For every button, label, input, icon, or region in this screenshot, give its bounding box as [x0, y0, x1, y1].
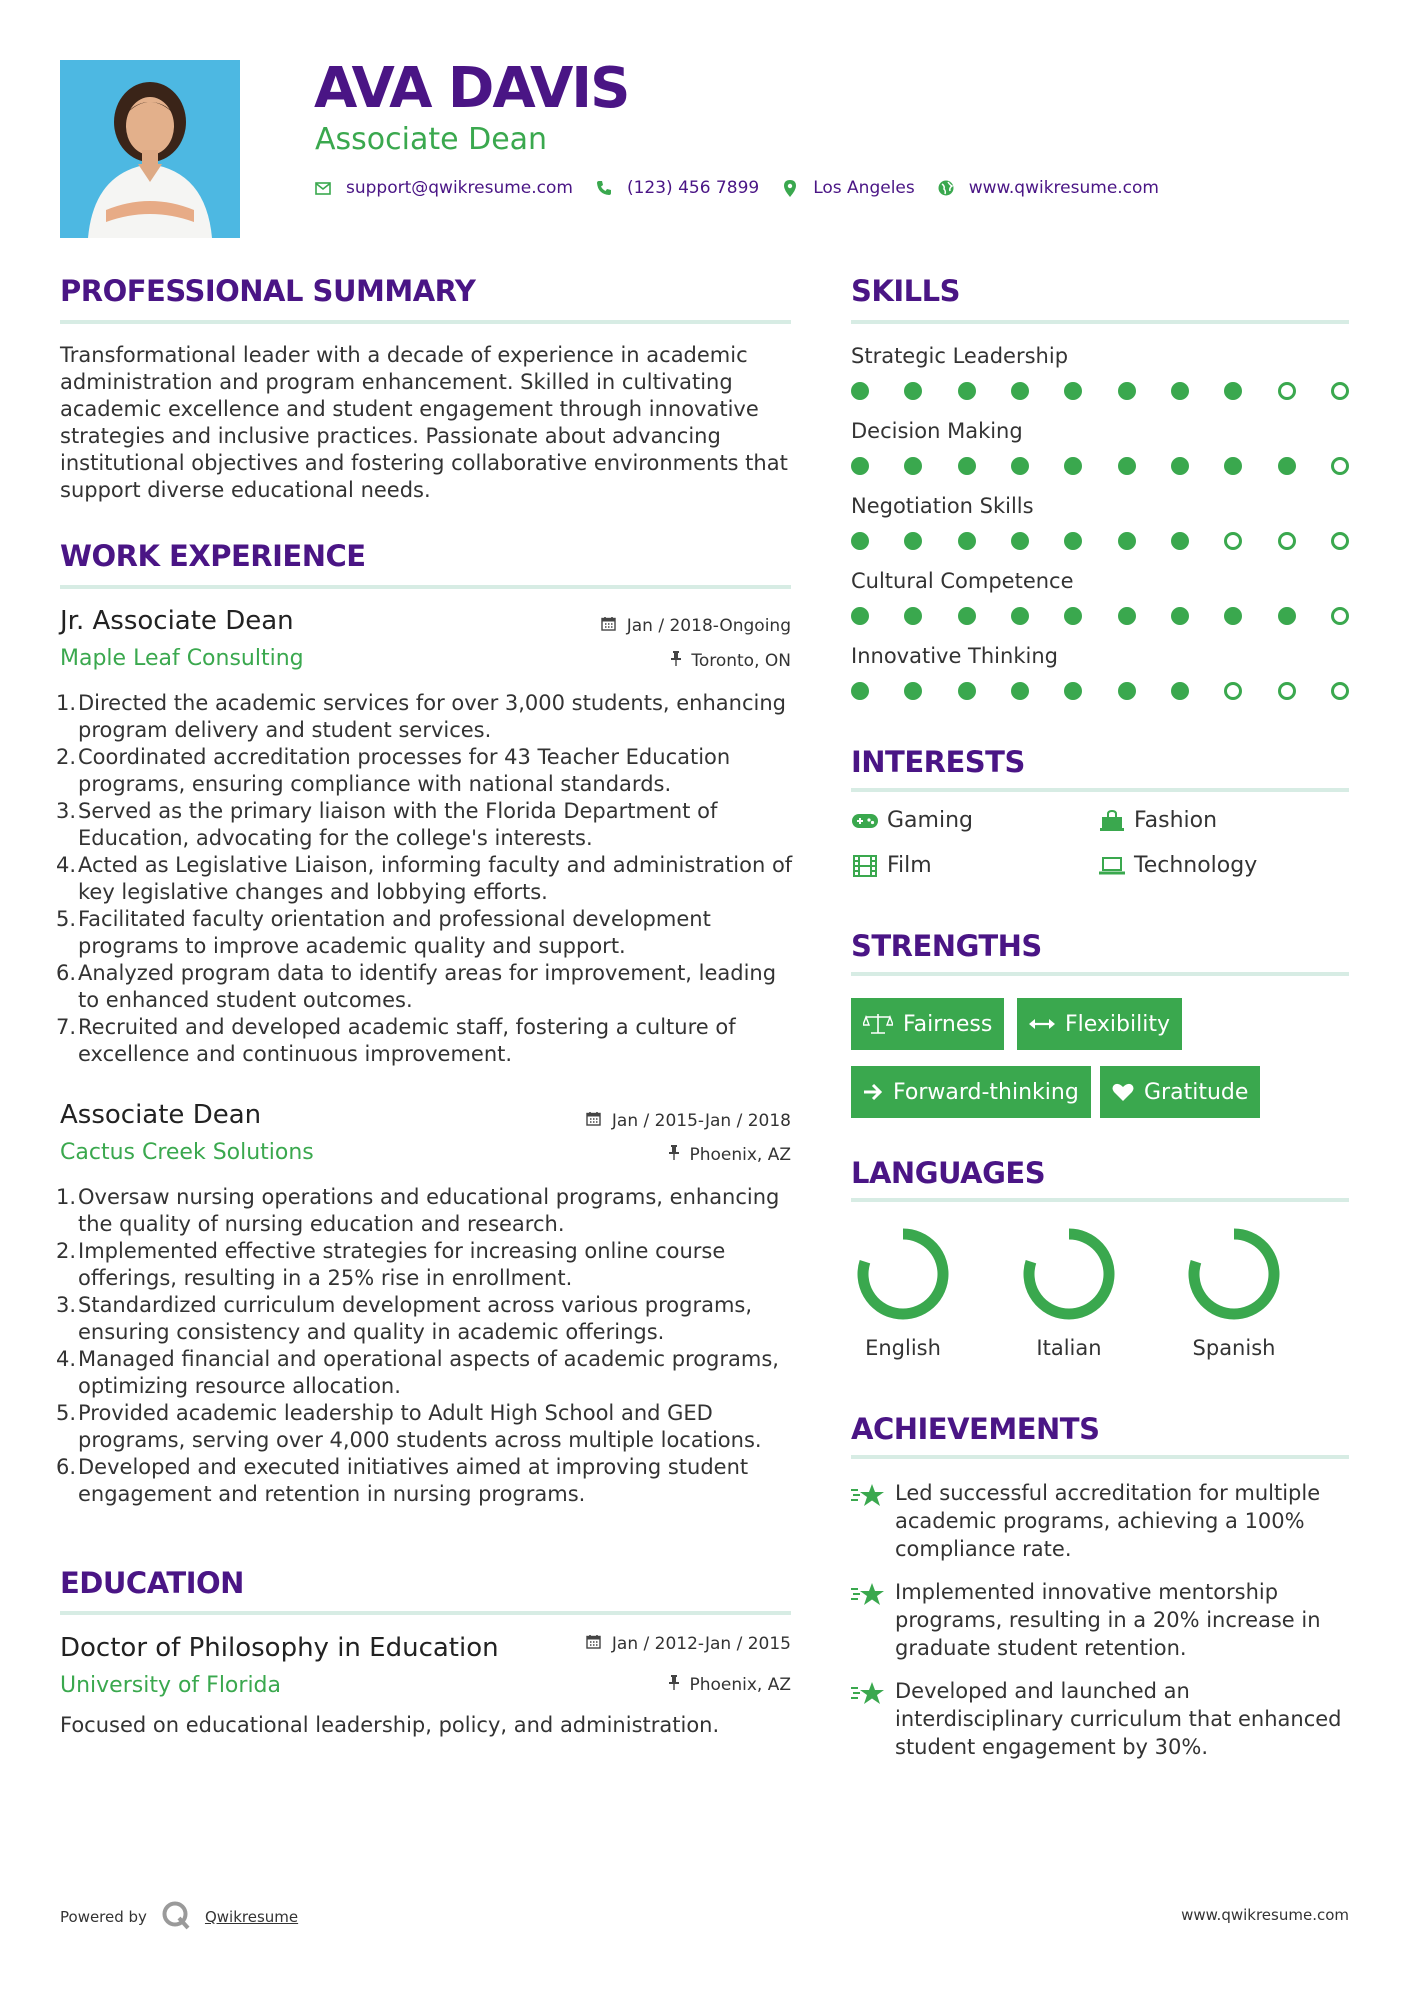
- skill-name: Negotiation Skills: [851, 494, 1034, 518]
- strength-label: Fairness: [903, 1011, 993, 1037]
- job-title: Jr. Associate Dean: [60, 606, 294, 636]
- skill-dot-filled: [904, 457, 922, 475]
- job-responsibilities: [56, 690, 795, 1068]
- languages-heading: LANGUAGES: [851, 1156, 1046, 1190]
- skill-dot-filled: [1064, 607, 1082, 625]
- star-icon: [851, 1677, 895, 1761]
- skill-dot-filled: [904, 682, 922, 700]
- education-heading: EDUCATION: [60, 1566, 244, 1600]
- strength-chip: [1100, 1066, 1260, 1118]
- contact-bar: [314, 178, 1181, 198]
- interest-item: [851, 808, 973, 833]
- summary-heading: PROFESSIONAL SUMMARY: [60, 274, 476, 308]
- contact-website[interactable]: www.qwikresume.com: [968, 178, 1159, 198]
- balance-scale-icon: [863, 1013, 893, 1035]
- calendar-icon: [601, 617, 621, 635]
- strength-chip: [1017, 998, 1182, 1050]
- heart-icon: [1112, 1082, 1134, 1102]
- language-item: [843, 1226, 963, 1360]
- achievement-text: Implemented innovative mentorship programs, resulting in a 20% increase in graduate student retention.: [895, 1580, 1321, 1660]
- education-description: Focused on educational leadership, policy, and administration.: [60, 1713, 720, 1737]
- shopping-bag-icon: [1098, 810, 1126, 832]
- list-item: 7. Recruited and developed academic staff, fostering a culture of excellence and continuous improvement.: [56, 1015, 736, 1066]
- education-divider: [60, 1611, 791, 1615]
- job-responsibilities: [56, 1184, 795, 1508]
- contact-email[interactable]: support@qwikresume.com: [346, 178, 573, 198]
- list-item: 6. Analyzed program data to identify areas for improvement, leading to enhanced student outcomes.: [56, 961, 777, 1012]
- list-item: 5. Provided academic leadership to Adult High School and GED programs, serving over 4,000 students across multiple locations.: [56, 1401, 762, 1452]
- job-dates-text: Jan / 2018-Ongoing: [626, 616, 791, 636]
- education-dates-text: Jan / 2012-Jan / 2015: [611, 1634, 791, 1654]
- skill-dot-filled: [1224, 382, 1242, 400]
- education-dates: [586, 1634, 791, 1654]
- interests-divider: [851, 788, 1349, 792]
- profile-photo: [60, 60, 240, 238]
- list-item: 1. Oversaw nursing operations and educational programs, enhancing the quality of nursing education and research.: [56, 1185, 780, 1236]
- experience-heading: WORK EXPERIENCE: [60, 539, 366, 573]
- skill-dot-filled: [1011, 532, 1029, 550]
- skill-dot-empty: [1224, 682, 1242, 700]
- job-title: Associate Dean: [60, 1100, 262, 1130]
- strength-label: Flexibility: [1065, 1011, 1170, 1037]
- language-name: Spanish: [1192, 1336, 1276, 1360]
- degree-title: Doctor of Philosophy in Education: [60, 1633, 499, 1663]
- star-icon: [851, 1578, 895, 1662]
- arrow-right-icon: [863, 1083, 883, 1101]
- skill-dot-empty: [1224, 532, 1242, 550]
- qwikresume-logo-icon: [161, 1900, 191, 1934]
- skill-dot-filled: [1064, 382, 1082, 400]
- skill-dot-filled: [904, 532, 922, 550]
- languages-divider: [851, 1198, 1349, 1202]
- skill-dot-empty: [1331, 682, 1349, 700]
- skill-dot-filled: [1278, 607, 1296, 625]
- globe-icon: [937, 180, 955, 196]
- language-gauge-arc: [1029, 1234, 1109, 1314]
- gamepad-icon: [851, 814, 879, 828]
- skill-dot-filled: [851, 382, 869, 400]
- language-gauge: [1186, 1226, 1282, 1322]
- skill-dot-filled: [1224, 607, 1242, 625]
- calendar-icon: [586, 1112, 606, 1130]
- skill-dot-filled: [1118, 382, 1136, 400]
- skill-dot-filled: [1171, 532, 1189, 550]
- skill-rating: [851, 606, 1349, 626]
- achievements-divider: [851, 1455, 1349, 1459]
- job-location-text: Toronto, ON: [691, 651, 791, 671]
- list-item: 4. Managed financial and operational aspects of academic programs, optimizing resource allocation.: [56, 1347, 779, 1398]
- job-company: Maple Leaf Consulting: [60, 646, 304, 671]
- skill-name: Cultural Competence: [851, 569, 1074, 593]
- achievement-item: [851, 1578, 1351, 1662]
- list-item: 2. Coordinated accreditation processes for 43 Teacher Education programs, ensuring compliance with national standards.: [56, 745, 731, 796]
- job-location: [669, 1145, 791, 1165]
- language-item: [1009, 1226, 1129, 1360]
- skill-dot-empty: [1331, 457, 1349, 475]
- film-icon: [851, 855, 879, 877]
- job-dates: [601, 616, 791, 636]
- footer-powered-by: [60, 1900, 298, 1934]
- skill-dot-filled: [851, 457, 869, 475]
- language-name: Italian: [1036, 1336, 1102, 1360]
- skill-dot-filled: [1064, 682, 1082, 700]
- achievement-item: [851, 1479, 1351, 1563]
- strengths-heading: STRENGTHS: [851, 929, 1042, 963]
- language-gauge-arc: [1194, 1234, 1274, 1314]
- calendar-icon: [586, 1635, 606, 1653]
- strength-label: Forward-thinking: [893, 1079, 1079, 1105]
- language-gauge: [1021, 1226, 1117, 1322]
- interest-item: [1098, 853, 1257, 878]
- list-item: 4. Acted as Legislative Liaison, informing faculty and administration of key legislative changes and lobbying efforts.: [56, 853, 793, 904]
- footer-website[interactable]: www.qwikresume.com: [1181, 1906, 1349, 1924]
- strength-label: Gratitude: [1144, 1079, 1249, 1105]
- skill-dot-empty: [1331, 382, 1349, 400]
- skills-divider: [851, 320, 1349, 324]
- language-name: English: [865, 1336, 941, 1360]
- skill-dot-filled: [1278, 457, 1296, 475]
- list-item: 2. Implemented effective strategies for increasing online course offerings, resulting in a 25% rise in enrollment.: [56, 1239, 726, 1290]
- contact-phone[interactable]: (123) 456 7899: [626, 178, 760, 198]
- skill-dot-filled: [1064, 457, 1082, 475]
- summary-text: Transformational leader with a decade of experience in academic administration and program enhancement. Skilled in cultivating academic excellence and student engagement through innovative strategies and inclusive practices. Passionate about advancing institutional objectives and fostering collaborative environments that support diverse educational needs.: [60, 343, 788, 502]
- skill-dot-filled: [851, 682, 869, 700]
- language-item: [1174, 1226, 1294, 1360]
- skill-dot-filled: [904, 607, 922, 625]
- skill-dot-filled: [851, 607, 869, 625]
- achievement-item: [851, 1677, 1351, 1761]
- skill-dot-filled: [1064, 532, 1082, 550]
- skill-dot-filled: [1118, 607, 1136, 625]
- skill-dot-filled: [958, 382, 976, 400]
- contact-location: Los Angeles: [813, 178, 915, 198]
- interest-item: [851, 853, 932, 878]
- skill-dot-empty: [1278, 682, 1296, 700]
- skill-name: Decision Making: [851, 419, 1023, 443]
- skill-dot-filled: [1171, 457, 1189, 475]
- skill-rating: [851, 681, 1349, 701]
- skill-dot-filled: [1011, 682, 1029, 700]
- star-icon: [851, 1479, 895, 1563]
- skill-dot-empty: [1278, 382, 1296, 400]
- laptop-icon: [1098, 856, 1126, 876]
- candidate-name: AVA DAVIS: [314, 56, 629, 121]
- skill-dot-filled: [1118, 457, 1136, 475]
- job-location-text: Phoenix, AZ: [689, 1145, 791, 1165]
- arrows-horizontal-icon: [1029, 1017, 1055, 1031]
- job-location: [671, 651, 791, 671]
- skill-dot-filled: [958, 532, 976, 550]
- skill-dot-filled: [1011, 607, 1029, 625]
- skill-rating: [851, 381, 1349, 401]
- map-marker-icon: [781, 180, 799, 197]
- skill-dot-filled: [958, 682, 976, 700]
- skill-dot-empty: [1331, 532, 1349, 550]
- skill-dot-filled: [1224, 457, 1242, 475]
- skill-rating: [851, 456, 1349, 476]
- list-item: 5. Facilitated faculty orientation and professional development programs to improve academic quality and support.: [56, 907, 711, 958]
- achievement-text: Developed and launched an interdisciplinary curriculum that enhanced student engagement by 30%.: [895, 1679, 1342, 1759]
- job-dates: [586, 1111, 791, 1131]
- skill-dot-filled: [904, 382, 922, 400]
- profile-photo-illustration: [60, 60, 240, 238]
- list-item: 3. Served as the primary liaison with the Florida Department of Education, advocating for the college's interests.: [56, 799, 718, 850]
- skill-dot-filled: [1118, 532, 1136, 550]
- pushpin-icon: [669, 1146, 684, 1164]
- job-company: Cactus Creek Solutions: [60, 1140, 314, 1165]
- candidate-role: Associate Dean: [315, 122, 548, 157]
- pushpin-icon: [669, 1676, 684, 1694]
- skill-dot-empty: [1331, 607, 1349, 625]
- education-location: [669, 1675, 791, 1695]
- education-location-text: Phoenix, AZ: [689, 1675, 791, 1695]
- skill-dot-filled: [1118, 682, 1136, 700]
- envelope-icon: [314, 182, 332, 195]
- skill-name: Innovative Thinking: [851, 644, 1058, 668]
- interest-label: Technology: [1134, 853, 1258, 878]
- skill-rating: [851, 531, 1349, 551]
- interest-item: [1098, 808, 1217, 833]
- pushpin-icon: [671, 652, 686, 670]
- list-item: 6. Developed and executed initiatives aimed at improving student engagement and retention in nursing programs.: [56, 1455, 749, 1506]
- job-dates-text: Jan / 2015-Jan / 2018: [611, 1111, 791, 1131]
- skill-dot-filled: [1011, 382, 1029, 400]
- list-item: 1. Directed the academic services for over 3,000 students, enhancing program delivery and student services.: [56, 691, 786, 742]
- skill-dot-filled: [1011, 457, 1029, 475]
- skill-dot-empty: [1278, 532, 1296, 550]
- interest-label: Fashion: [1134, 808, 1218, 833]
- achievement-text: Led successful accreditation for multiple academic programs, achieving a 100% compliance rate.: [895, 1481, 1321, 1561]
- powered-by-label: Powered by: [60, 1908, 147, 1926]
- school-name: University of Florida: [60, 1673, 281, 1698]
- skill-dot-filled: [958, 457, 976, 475]
- skill-dot-filled: [958, 607, 976, 625]
- skill-dot-filled: [1171, 607, 1189, 625]
- phone-icon: [595, 180, 613, 196]
- summary-divider: [60, 320, 791, 324]
- experience-divider: [60, 585, 791, 589]
- strength-chip: [851, 1066, 1091, 1118]
- interests-heading: INTERESTS: [851, 745, 1025, 779]
- achievements-heading: ACHIEVEMENTS: [851, 1412, 1100, 1446]
- interest-label: Gaming: [887, 808, 973, 833]
- language-gauge-arc: [863, 1234, 943, 1314]
- list-item: 3. Standardized curriculum development across various programs, ensuring consistency and quality in academic offerings.: [56, 1293, 753, 1344]
- brand-link[interactable]: Qwikresume: [204, 1908, 299, 1926]
- skill-name: Strategic Leadership: [851, 344, 1069, 368]
- skills-heading: SKILLS: [851, 274, 960, 308]
- skill-dot-filled: [851, 532, 869, 550]
- interest-label: Film: [887, 853, 932, 878]
- skill-dot-filled: [1171, 682, 1189, 700]
- strengths-divider: [851, 972, 1349, 976]
- language-gauge: [855, 1226, 951, 1322]
- strength-chip: [851, 998, 1004, 1050]
- skill-dot-filled: [1171, 382, 1189, 400]
